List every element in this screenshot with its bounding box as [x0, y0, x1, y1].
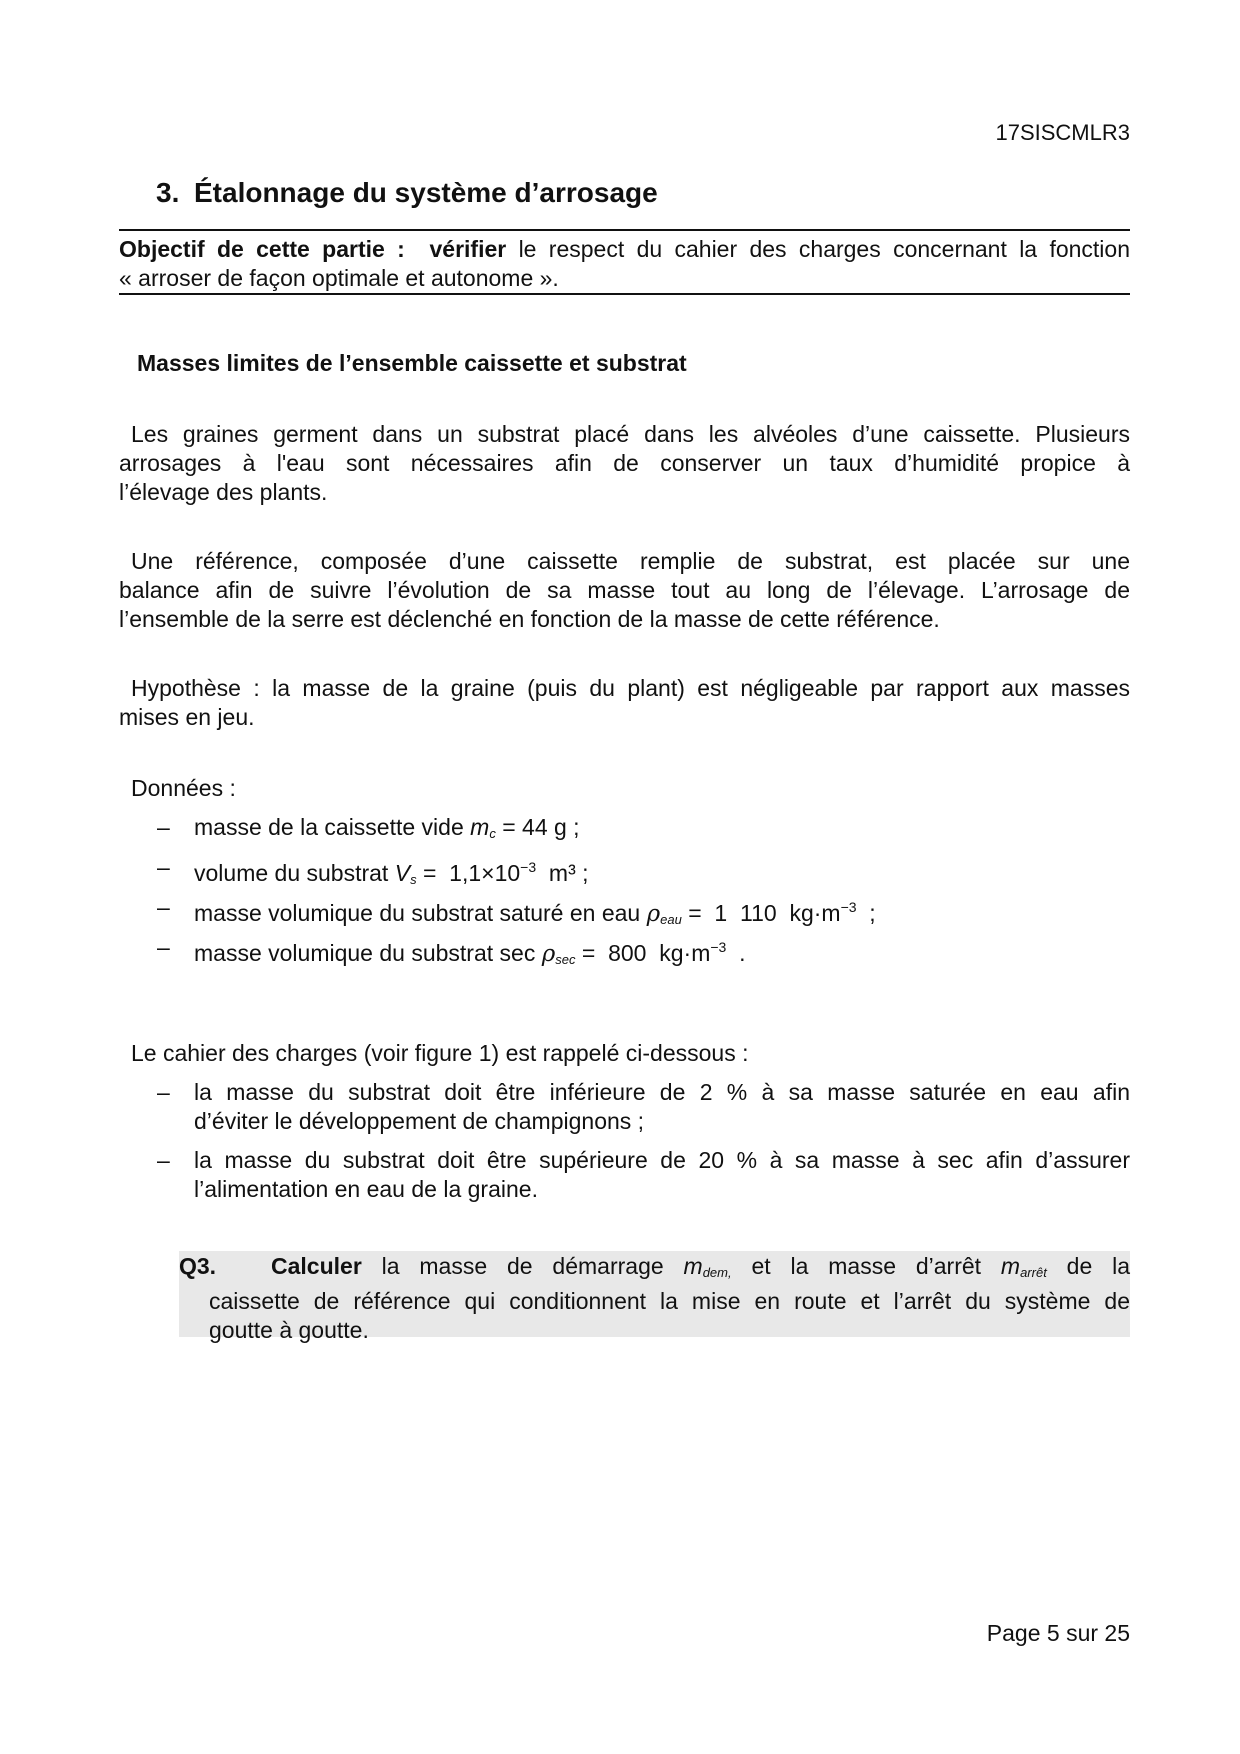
data-item-substrat-volume — [157, 853, 1130, 893]
data-item-caissette-mass — [157, 813, 1130, 853]
data-item-text: masse volumique du substrat sec — [194, 940, 536, 966]
data-item-value: = 44 g ; — [502, 814, 580, 840]
data-list — [157, 813, 1130, 973]
symbol-subscript: arrêt — [1020, 1265, 1047, 1280]
rho-symbol: ρ — [541, 941, 556, 967]
paragraph-2-line-2: balance afin de suivre l’évolution de sa masse tout au long de l’élevage. L’arrosage de — [119, 577, 1130, 603]
dash-bullet: – — [157, 934, 170, 960]
objective-line-1 — [119, 231, 1130, 264]
data-item-unit: ; — [856, 900, 876, 926]
symbol-subscript: s — [410, 872, 417, 887]
objective-verb: vérifier — [429, 236, 507, 262]
data-label: Données : — [131, 775, 236, 801]
symbol: m — [683, 1253, 703, 1279]
subsection-title: Masses limites de l’ensemble caissette et substrat — [137, 350, 687, 376]
objective-text-1: le respect du cahier des charges concernant la fonction — [518, 236, 1130, 262]
objective-line-2: « arroser de façon optimale et autonome ». — [119, 265, 559, 291]
paragraph-2-line-3: l’ensemble de la serre est déclenché en fonction de la masse de cette référence. — [119, 606, 940, 632]
symbol-subscript: dem, — [702, 1265, 732, 1280]
cahier-item-2-line-2: l’alimentation en eau de la graine. — [194, 1176, 538, 1202]
question-verb: Calculer — [271, 1253, 362, 1279]
dash-bullet: – — [157, 854, 170, 880]
question-text: et la masse d’arrêt — [751, 1253, 982, 1279]
rho-symbol: ρ — [646, 901, 661, 927]
symbol-subscript: eau — [660, 912, 682, 927]
cahier-item-1 — [157, 1078, 1130, 1136]
exponent: −3 — [710, 939, 727, 955]
symbol: V — [394, 860, 411, 886]
paragraph-2-line-1: Une référence, composée d’une caissette remplie de substrat, est placée sur une — [131, 548, 1130, 574]
exponent: −3 — [520, 859, 537, 875]
question-text: de la — [1066, 1253, 1131, 1279]
section-title — [156, 177, 658, 209]
cahier-item-2-line-1: la masse du substrat doit être supérieure de 20 % à sa masse à sec afin d’assurer — [194, 1147, 1130, 1173]
cahier-item-2 — [157, 1146, 1130, 1204]
section-number: 3. — [156, 177, 180, 208]
symbol-subscript: c — [489, 826, 496, 841]
paragraph-1-line-3: l’élevage des plants. — [119, 479, 328, 505]
paragraph-3 — [119, 674, 1130, 732]
dash-bullet: – — [157, 894, 170, 920]
question-number: Q3. — [179, 1253, 217, 1279]
exponent: −3 — [840, 899, 857, 915]
paragraph-1 — [119, 420, 1130, 507]
paragraph-2 — [119, 547, 1130, 634]
document-code: 17SISCMLR3 — [995, 120, 1130, 145]
dash-bullet: – — [157, 814, 170, 840]
cahier-des-charges-list — [157, 1078, 1130, 1214]
paragraph-3-line-2: mises en jeu. — [119, 704, 255, 730]
dash-bullet: – — [157, 1079, 170, 1105]
paragraph-1-line-1: Les graines germent dans un substrat placé dans les alvéoles d’une caissette. Plusieurs — [131, 421, 1130, 447]
section-title-text: Étalonnage du système d’arrosage — [194, 177, 658, 208]
paragraph-1-line-2: arrosages à l'eau sont nécessaires afin de conserver un taux d’humidité propice à — [119, 450, 1130, 476]
cahier-item-1-line-2: d’éviter le développement de champignons ; — [194, 1108, 645, 1134]
data-item-value: = 800 kg·m — [575, 940, 711, 966]
data-item-value: = 1 110 kg·m — [681, 900, 841, 926]
paragraph-3-line-1: Hypothèse : la masse de la graine (puis du plant) est négligeable par rapport aux masses — [131, 675, 1130, 701]
question-line-3: goutte à goutte. — [209, 1317, 369, 1343]
question-box — [179, 1251, 1131, 1343]
data-item-text: masse volumique du substrat saturé en eau — [194, 900, 641, 926]
cahier-des-charges-label: Le cahier des charges (voir figure 1) est rappelé ci-dessous : — [131, 1040, 749, 1066]
cahier-item-1-line-1: la masse du substrat doit être inférieure de 2 % à sa masse saturée en eau afin — [194, 1079, 1130, 1105]
data-item-text: masse de la caissette vide — [194, 814, 464, 840]
data-item-dry-density — [157, 933, 1130, 973]
page-number: Page 5 sur 25 — [986, 1620, 1130, 1646]
question-line-1 — [179, 1252, 1130, 1287]
question-line-2: caissette de référence qui conditionnent la mise en route et l’arrêt du système de — [209, 1288, 1130, 1314]
data-item-text: volume du substrat — [194, 860, 389, 886]
objective-label: Objectif de cette partie : — [119, 236, 405, 262]
dash-bullet: – — [157, 1147, 170, 1173]
symbol-subscript: sec — [555, 952, 576, 967]
question-text: la masse de démarrage — [381, 1253, 664, 1279]
objective-box — [119, 229, 1130, 295]
data-item-saturated-density — [157, 893, 1130, 933]
data-item-unit: m³ ; — [536, 860, 589, 886]
symbol: m — [470, 814, 490, 840]
symbol: m — [1000, 1253, 1021, 1279]
data-item-value: = 1,1×10 — [416, 860, 521, 886]
data-item-unit: . — [726, 940, 746, 966]
